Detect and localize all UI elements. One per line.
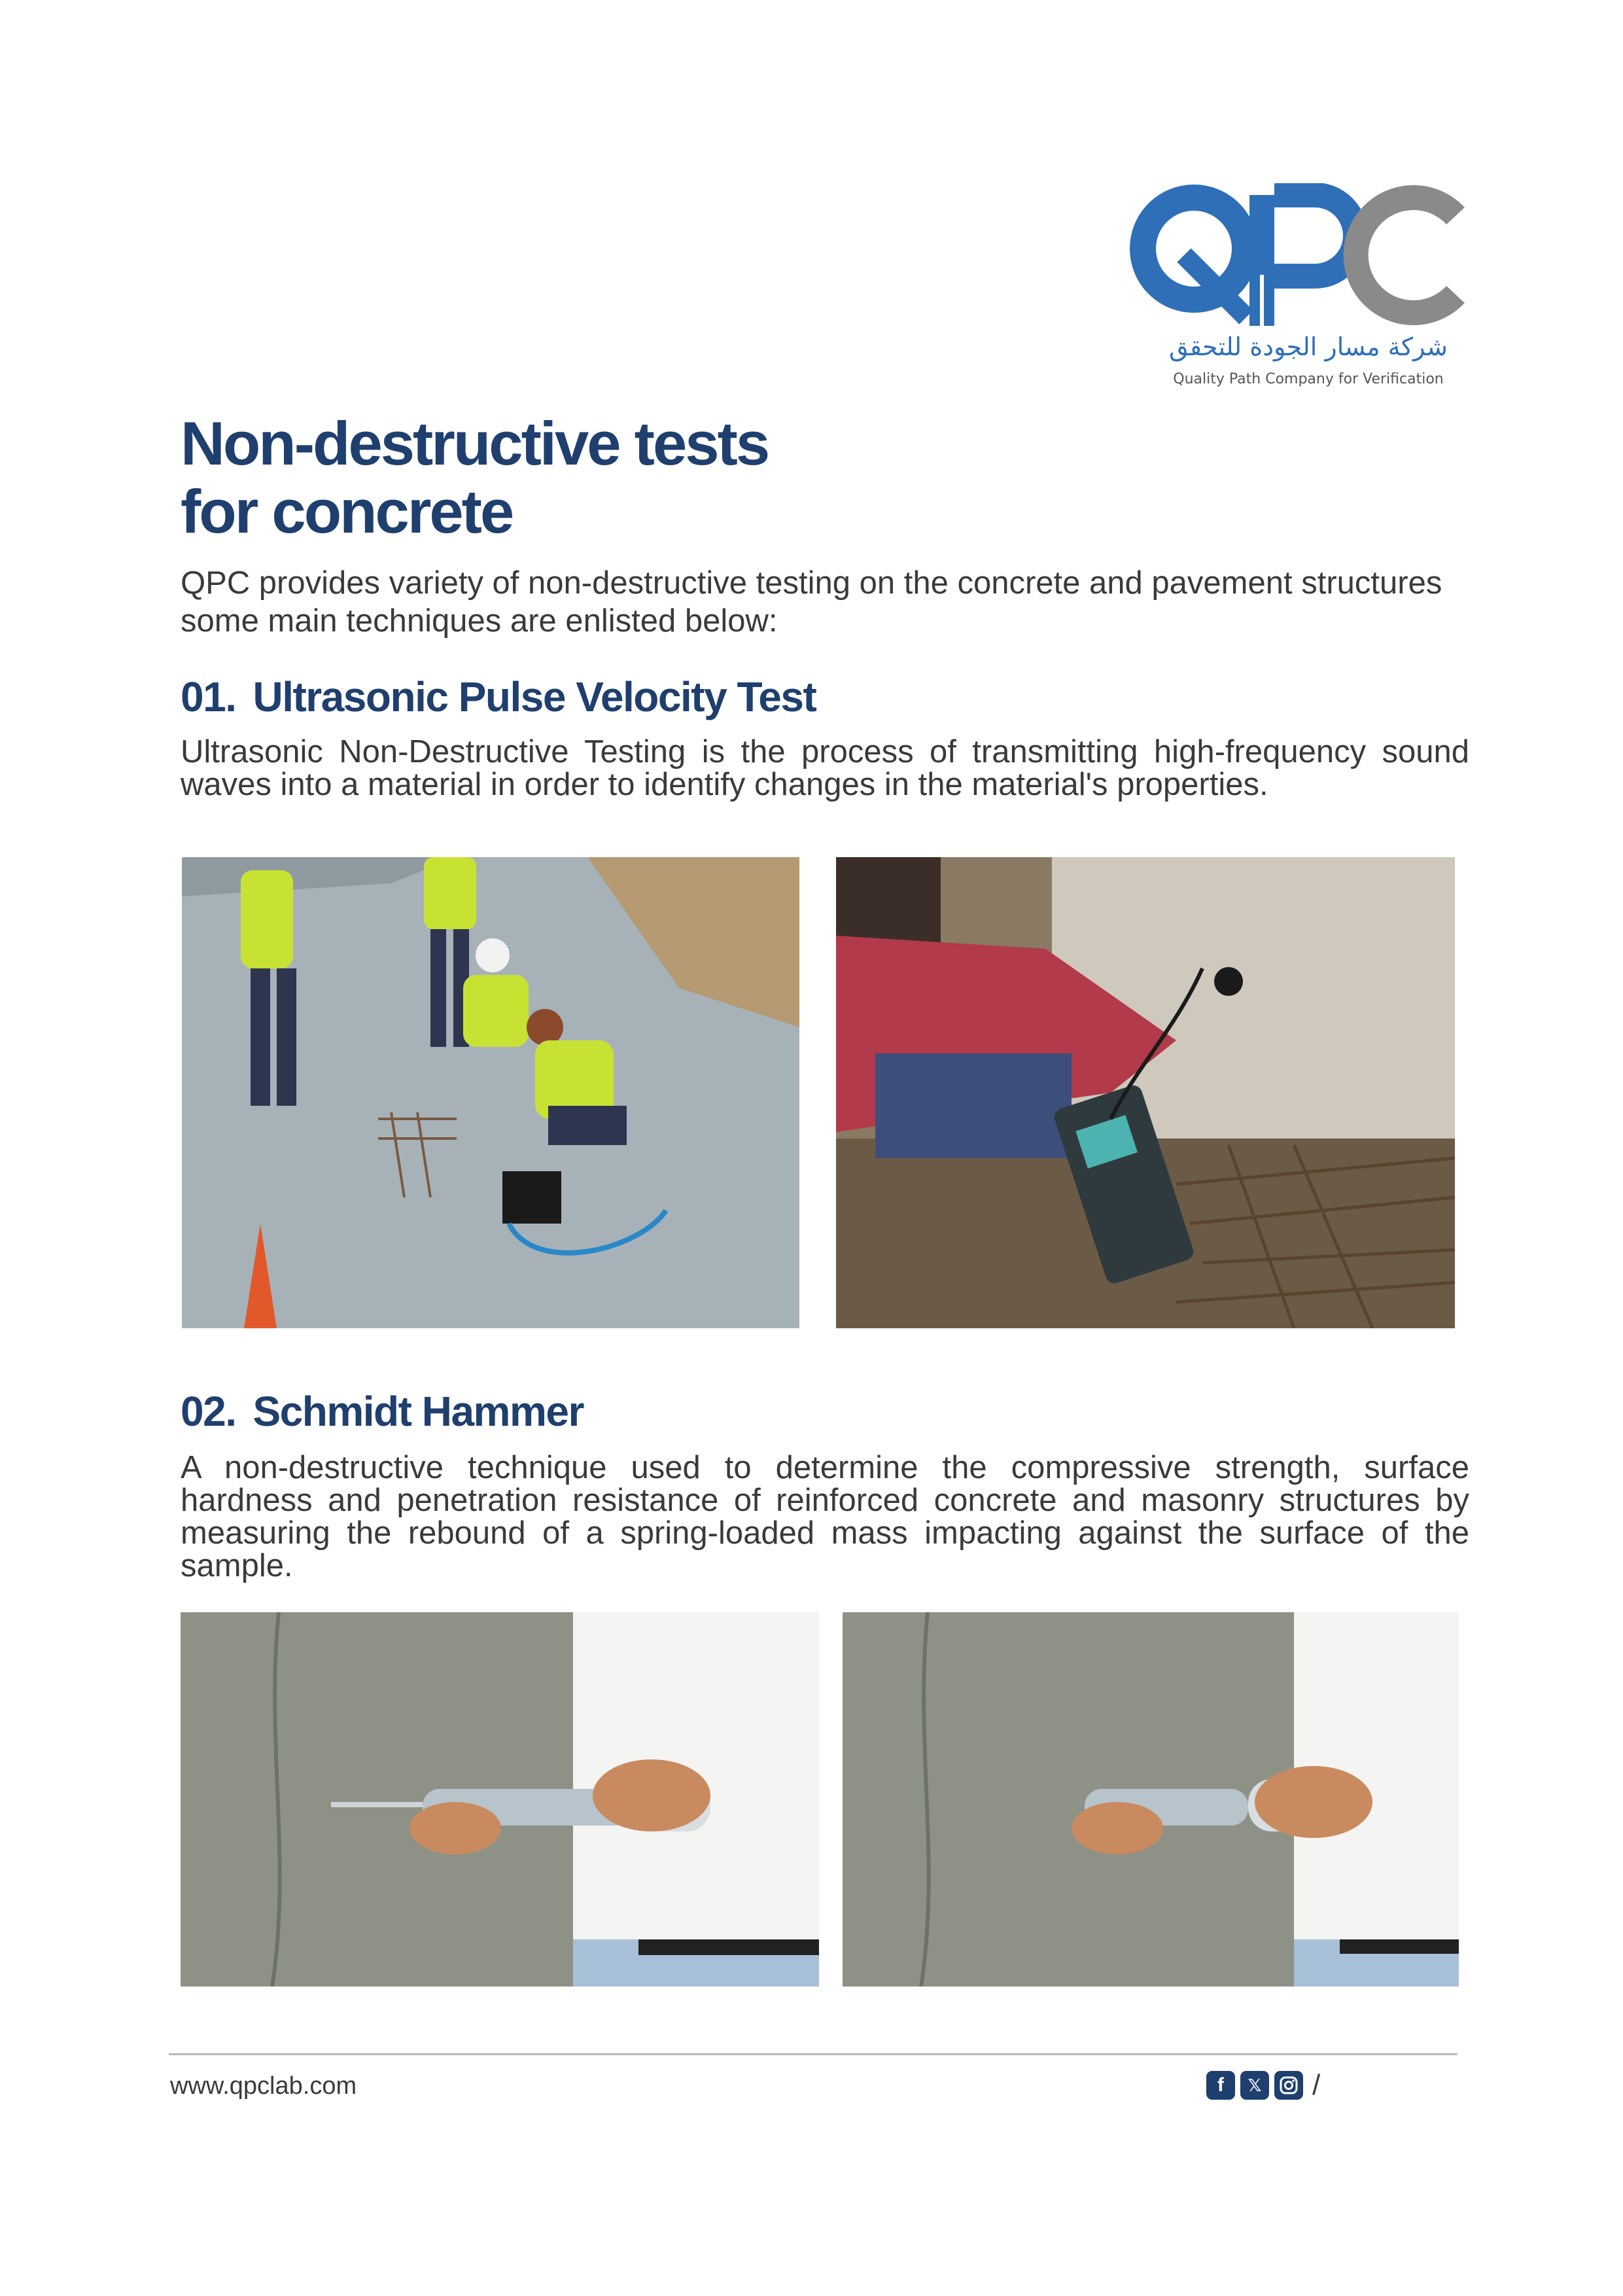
section-body-schmidt: A non-destructive technique used to determine the compressive strength, surface hardness and penetration resistance of reinforced concrete and masonry structures by measuring the rebound of a spring-loaded mass impacting against the surface of the sample. — [181, 1450, 1469, 1583]
section-heading-schmidt — [181, 1387, 584, 1436]
schmidt-hammer-photo-1 — [181, 1612, 819, 1987]
company-logo — [1125, 183, 1465, 399]
section-body-ultrasonic: Ultrasonic Non-Destructive Testing is the process of transmitting high-frequency sound waves into a material in order to identify changes in the material's properties. — [181, 734, 1469, 802]
section-title: Schmidt Hammer — [253, 1388, 584, 1435]
footer-divider — [169, 2053, 1457, 2055]
title-line-2: for concrete — [181, 477, 513, 546]
ultrasonic-device-photo — [836, 857, 1455, 1328]
logo-arabic-name: شركة مسار الجودة للتحقق — [1169, 332, 1448, 361]
ultrasonic-field-photo — [182, 857, 799, 1328]
section-number: 02. — [181, 1388, 236, 1435]
footer-separator: / — [1312, 2069, 1321, 2101]
x-glyph: 𝕏 — [1248, 2075, 1262, 2095]
x-icon[interactable] — [1240, 2071, 1269, 2100]
facebook-glyph: f — [1217, 2074, 1224, 2096]
logo-mark — [1125, 183, 1465, 334]
instagram-glyph — [1279, 2075, 1299, 2095]
instagram-icon[interactable] — [1274, 2071, 1303, 2100]
facebook-icon[interactable] — [1206, 2071, 1235, 2100]
page-title — [181, 410, 1096, 546]
intro-paragraph: QPC provides variety of non-destructive testing on the concrete and pavement structures some main techniques are enlisted below: — [181, 565, 1442, 639]
social-links — [1206, 2070, 1320, 2101]
section-number: 01. — [181, 673, 236, 720]
website-link[interactable]: www.qpclab.com — [170, 2072, 357, 2100]
logo-english-name: Quality Path Company for Verification — [1173, 371, 1444, 387]
section-title: Ultrasonic Pulse Velocity Test — [253, 673, 816, 720]
section-heading-ultrasonic — [181, 673, 816, 721]
title-line-1: Non-destructive tests — [181, 409, 769, 478]
schmidt-hammer-photo-2 — [843, 1612, 1459, 1987]
